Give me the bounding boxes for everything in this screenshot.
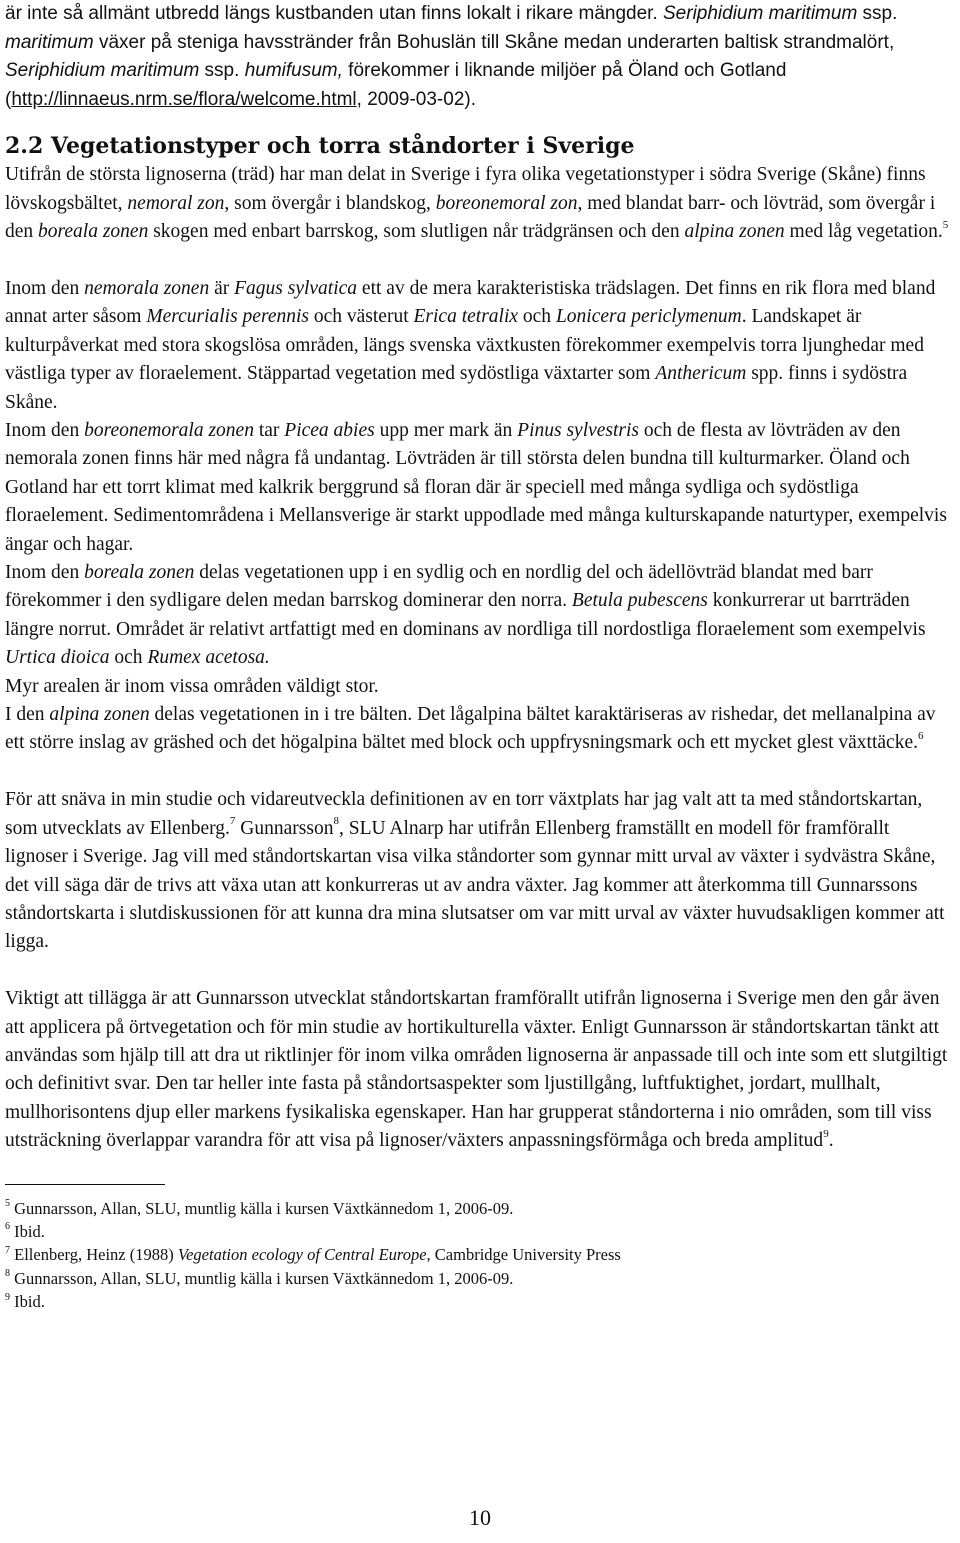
footnote-item: $^9$ Ibid.	[5, 1291, 45, 1312]
linnaeus-link[interactable]: http://linnaeus.nrm.se/flora/welcome.html	[11, 88, 357, 110]
zone-name: nemoral zon	[127, 192, 225, 214]
intro-paragraph: är inte så allmänt utbredd längs kustbanden utan finns lokalt i rikare mängder. Seriphidium maritimum ssp. maritimum växer på steniga havsstränder från Bohuslän till Skåne medan underarten baltisk strandmalört, Seriphidium maritimum ssp. humifusum, förekommer i liknande miljöer på Öland och Gotland (http://linnaeus.nrm.se/flora/welcome.html, 2009-03-02).	[5, 3, 898, 110]
book-title: Vegetation ecology of Central Europe	[177, 1245, 427, 1265]
species-name: Rumex acetosa.	[147, 647, 270, 669]
footnotes	[5, 1197, 955, 1314]
footnote-number: 7	[5, 1244, 10, 1256]
species-name: Mercurialis perennis	[146, 306, 309, 328]
footnote-number: 8	[5, 1268, 10, 1280]
footnote-ref[interactable]: 6	[917, 729, 924, 742]
footnote-item: $^7$ Ellenberg, Heinz (1988) Vegetation ecology of Central Europe, Cambridge University Press	[5, 1244, 621, 1265]
footnote-separator	[5, 1184, 165, 1185]
document-page	[5, 0, 955, 1314]
page-number: 10	[469, 1505, 491, 1530]
footnote-number: 5	[5, 1198, 10, 1210]
paragraph-boreonemoral: Inom den boreonemorala zonen tar Picea abies upp mer mark än Pinus sylvestris och de flesta av lövträden av den nemorala zonen finns här med några få undantag. Lövträden är till största delen bundna till kulturmarker. Öland och Gotland har ett torrt klimat med kalkrik berggrund så floran där är speciell med många sydliga och sydöstliga floraelement. Sedimentområdena i Mellansverige är starkt uppodlade med många kulturskapande naturtyper, exempelvis ängar och hagar.	[5, 420, 947, 555]
footnote-number: 9	[5, 1291, 10, 1303]
species-name: Lonicera periclymenum	[555, 306, 742, 328]
zone-name: nemorala zonen	[84, 277, 210, 299]
species-name: maritimum	[5, 31, 94, 53]
paragraph-gap	[5, 957, 955, 985]
footnote-ref[interactable]: 9	[823, 1127, 829, 1140]
species-name: Seriphidium maritimum	[5, 60, 200, 82]
paragraph-myr: Myr arealen är inom vissa områden väldigt stor.	[5, 675, 379, 697]
species-name: humifusum,	[244, 60, 343, 82]
section-heading: 2.2 Vegetationstyper och torra ståndorter i Sverige	[5, 133, 635, 160]
species-name: Erica tetralix	[413, 306, 519, 328]
zone-name: boreala zonen	[38, 221, 149, 243]
zone-name: boreala zonen	[84, 562, 195, 584]
footnote-ref[interactable]: 5	[942, 218, 949, 231]
zone-name: alpina zonen	[49, 704, 150, 726]
footnote-item: $^8$ Gunnarsson, Allan, SLU, muntlig källa i kursen Växtkännedom 1, 2006-09.	[5, 1268, 514, 1288]
zone-name: boreonemorala zonen	[84, 420, 254, 442]
footnote-item: $^6$ Ibid.	[5, 1221, 45, 1241]
paragraph-gunnarsson: Viktigt att tillägga är att Gunnarsson utvecklat ståndortskartan framförallt utifrån lignoserna i Sverige men den går även att applicera på örtvegetation och för min studie av hortikulturella växter. Enligt Gunnarsson är ståndortskartan tänkt att användas som hjälp till att dra ut riktlinjer för inom vilka områden lignoserna är anpassade till och inte som ett slutgiltigt och definitivt svar. Den tar heller inte fasta på ståndortsaspekter som ljustillgång, luftfuktighet, jordart, mullhalt, mullhorisontens djup eller markens fysikaliska egenskaper. Han har grupperat ståndorterna i nio områden, som till viss utsträckning överlappar varandra för att visa på lignoser/växters anpassningsförmåga och breda amplitud$^9$.	[5, 988, 948, 1152]
species-name: Fagus sylvatica	[234, 277, 358, 299]
species-name: Anthericum	[655, 363, 747, 385]
species-name: Pinus sylvestris	[517, 420, 640, 442]
paragraph-nemoral: Inom den nemorala zonen är Fagus sylvatica ett av de mera karakteristiska trädslagen. Det finns en rik flora med bland annat arter såsom Mercurialis perennis och västerut Erica tetralix och Lonicera periclymenum. Landskapet är kulturpåverkat med stora skogslösa områden, längs svenska växtkusten förekommer exempelvis torra ljunghedar med västliga typer av floraelement. Stäppartad vegetation med sydöstliga växtarter som Anthericum spp. finns i sydöstra Skåne.	[5, 277, 936, 413]
paragraph-study-scope: För att snäva in min studie och vidareutveckla definitionen av en torr växtplats har jag valt att ta med ståndortskartan, som utvecklats av Ellenberg.$^7$ Gunnarsson$^8$, SLU Alnarp har utifrån Ellenberg framställt en modell för framförallt lignoser i Sverige. Jag vill med ståndortskartan visa vilka ståndorter som gynnar mitt urval av växter i sydvästra Skåne, det vill säga där de trivs att växa utan att konkurreras ut av andra växter. Jag kommer att återkomma till Gunnarssons ståndortskarta i slutdiskussionen för att kunna dra mina slutsatser om var mitt urval av växter huvudsakligen kommer att ligga.	[5, 789, 945, 953]
species-name: Picea abies	[284, 420, 375, 442]
paragraph-alpine: I den alpina zonen delas vegetationen in i tre bälten. Det lågalpina bältet karaktäriseras av rishedar, det mellanalpina av ett större inslag av gräshed och det högalpina bältet med block och uppfrysningsmark och ett mycket glest växttäcke.$^6$	[5, 704, 936, 754]
species-name: Betula pubescens	[571, 590, 708, 612]
paragraph-vegetation-types: Utifrån de största lignoserna (träd) har man delat in Sverige i fyra olika vegetationstyper i södra Sverige (Skåne) finns lövskogsbältet, nemoral zon, som övergår i blandskog, boreonemoral zon, med blandat barr- och lövträd, som övergår i den boreala zonen skogen med enbart barrskog, som slutligen når trädgränsen och den alpina zonen med låg vegetation.$^5$	[5, 164, 949, 243]
zone-name: alpina zonen	[684, 221, 785, 243]
species-name: Urtica dioica	[5, 647, 110, 669]
species-name: Seriphidium maritimum	[663, 3, 858, 24]
paragraph-gap	[5, 247, 955, 275]
footnote-ref[interactable]: 7	[229, 815, 236, 828]
zone-name: boreonemoral zon	[435, 192, 578, 214]
paragraph-gap	[5, 758, 955, 786]
footnote-number: 6	[5, 1221, 10, 1233]
footnote-item: $^5$ Gunnarsson, Allan, SLU, muntlig källa i kursen Växtkännedom 1, 2006-09.	[5, 1198, 514, 1218]
footnote-ref[interactable]: 8	[333, 815, 339, 828]
paragraph-boreal: Inom den boreala zonen delas vegetationen upp i en sydlig och en nordlig del och ädellövträd blandat med barr förekommer i den sydligare delen medan barrskog dominerar den norra. Betula pubescens konkurrerar ut barrträden längre norrut. Området är relativt artfattigt med en dominans av nordliga till nordostliga floraelement som exempelvis Urtica dioica och Rumex acetosa.	[5, 562, 926, 669]
